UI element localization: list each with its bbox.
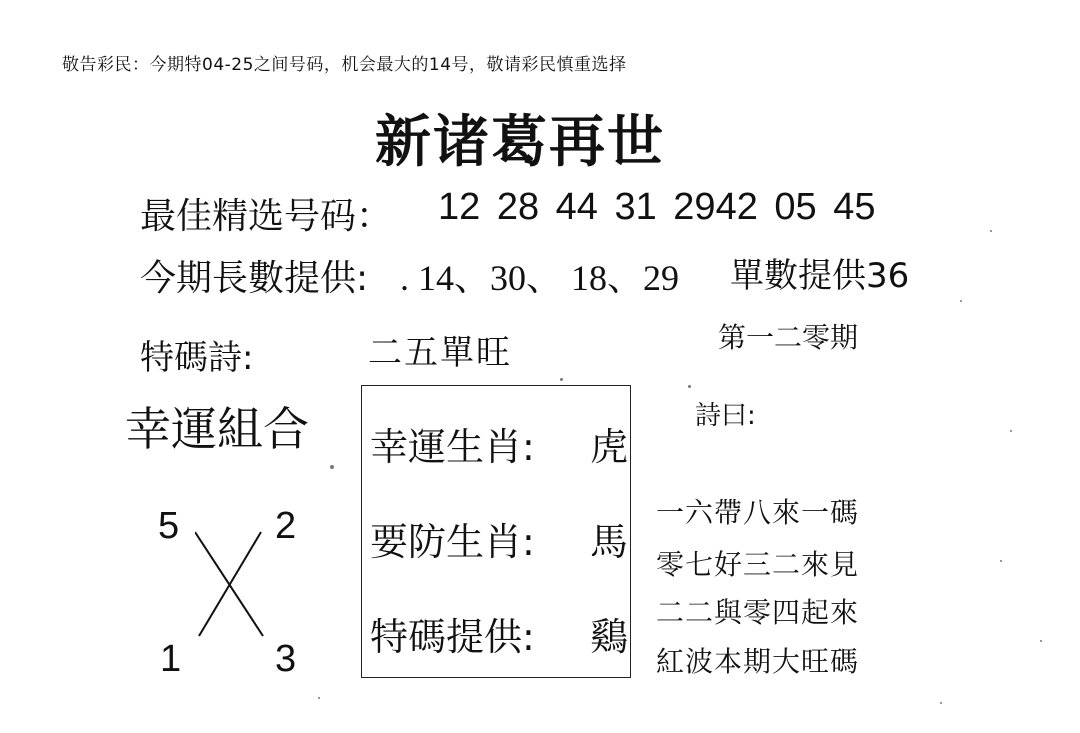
- special-code-poem-value: 二五單旺: [368, 333, 512, 373]
- guard-zodiac-value: 馬: [590, 520, 629, 564]
- zodiac-box: [361, 385, 631, 678]
- poem-line: 零七好三二來見: [656, 548, 860, 581]
- scan-speck: [1000, 560, 1002, 562]
- lucky-combination-title: 幸運組合: [125, 402, 309, 456]
- scan-speck: [330, 465, 334, 469]
- scan-speck: [940, 702, 942, 704]
- poem-heading: 詩曰:: [695, 401, 756, 431]
- guard-zodiac-row: [370, 511, 629, 566]
- lucky-number-bottom-right: 3: [275, 638, 297, 680]
- scan-speck: [960, 300, 962, 302]
- cross-lines-icon: [195, 530, 265, 640]
- poem-line: 二二與零四起來: [656, 596, 860, 629]
- lucky-zodiac-row: [370, 416, 629, 471]
- lucky-zodiac-label: 幸運生肖:: [370, 425, 535, 469]
- long-numbers-value: . 14、30、 18、29: [400, 258, 680, 298]
- long-numbers-label: 今期長數提供:: [140, 258, 369, 299]
- special-code-label: 特碼提供:: [370, 615, 535, 659]
- poem-line: 紅波本期大旺碼: [656, 645, 860, 678]
- lucky-number-bottom-left: 1: [160, 638, 182, 680]
- special-code-value: 鷄: [590, 615, 629, 659]
- scan-speck: [1040, 640, 1042, 642]
- guard-zodiac-label: 要防生肖:: [370, 520, 535, 564]
- single-number-text: 單數提供36: [730, 256, 910, 296]
- lucky-number-top-left: 5: [158, 505, 180, 547]
- scan-speck: [688, 385, 691, 388]
- scan-speck: [990, 230, 992, 232]
- special-code-row: [370, 606, 629, 661]
- page-title: 新诸葛再世: [375, 110, 665, 175]
- notice-text: 敬告彩民：今期特04-25之间号码，机会最大的14号，敬请彩民慎重选择: [62, 55, 627, 75]
- period-label: 第一二零期: [718, 321, 859, 354]
- best-numbers-label: 最佳精选号码：: [140, 196, 393, 237]
- scan-speck: [560, 378, 563, 381]
- special-code-poem-label: 特碼詩:: [140, 338, 254, 378]
- scan-speck: [318, 697, 320, 699]
- lucky-number-top-right: 2: [275, 505, 297, 547]
- scan-speck: [1010, 430, 1012, 432]
- lucky-zodiac-value: 虎: [590, 425, 629, 469]
- best-numbers-value: 12 28 44 31 2942 05 45: [438, 186, 876, 228]
- poem-line: 一六帶八來一碼: [656, 496, 860, 529]
